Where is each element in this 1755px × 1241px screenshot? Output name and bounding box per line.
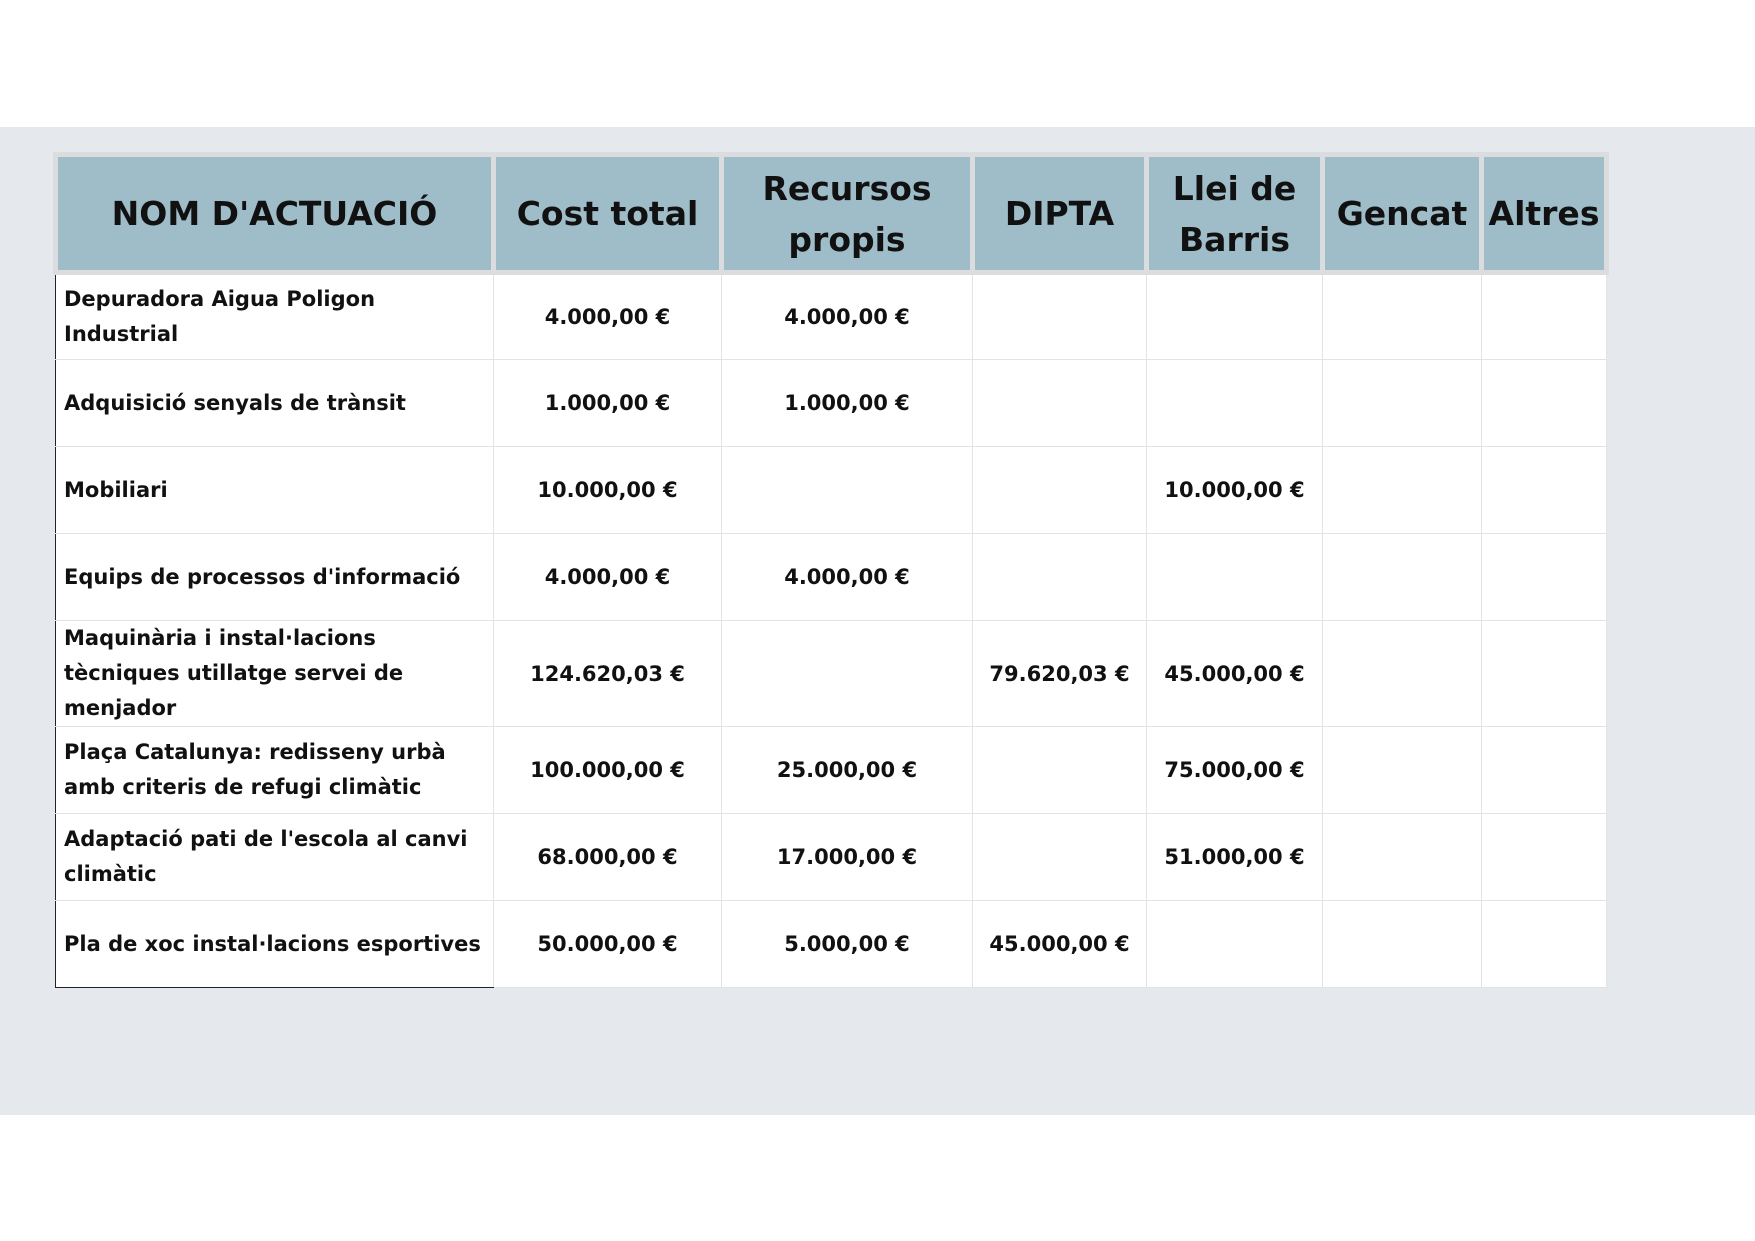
cell-llei-de-barris: 75.000,00 € [1147, 727, 1323, 814]
header-recursos-propis: Recursos propis [722, 155, 973, 273]
cell-cost-total: 50.000,00 € [494, 901, 722, 988]
cell-cost-total: 10.000,00 € [494, 447, 722, 534]
cell-nom: Mobiliari [56, 447, 494, 534]
cell-altres [1482, 901, 1607, 988]
cell-dipta [973, 727, 1147, 814]
cell-cost-total: 4.000,00 € [494, 273, 722, 360]
cell-nom: Depuradora Aigua Poligon Industrial [56, 273, 494, 360]
cell-nom: Equips de processos d'informació [56, 534, 494, 621]
cell-dipta [973, 273, 1147, 360]
cell-gencat [1323, 360, 1482, 447]
cell-recursos-propis: 4.000,00 € [722, 534, 973, 621]
cell-recursos-propis: 25.000,00 € [722, 727, 973, 814]
cell-altres [1482, 534, 1607, 621]
cell-nom: Adquisició senyals de trànsit [56, 360, 494, 447]
cell-cost-total: 1.000,00 € [494, 360, 722, 447]
cell-altres [1482, 447, 1607, 534]
header-dipta: DIPTA [973, 155, 1147, 273]
table-row [56, 534, 1607, 621]
cell-cost-total: 4.000,00 € [494, 534, 722, 621]
budget-table [53, 152, 1609, 988]
table-row [56, 901, 1607, 988]
cell-dipta [973, 360, 1147, 447]
cell-gencat [1323, 901, 1482, 988]
cell-altres [1482, 621, 1607, 727]
cell-gencat [1323, 273, 1482, 360]
cell-llei-de-barris: 45.000,00 € [1147, 621, 1323, 727]
cell-llei-de-barris [1147, 273, 1323, 360]
cell-cost-total: 68.000,00 € [494, 814, 722, 901]
cell-dipta: 45.000,00 € [973, 901, 1147, 988]
cell-llei-de-barris [1147, 901, 1323, 988]
table-row [56, 621, 1607, 727]
header-llei-de-barris: Llei de Barris [1147, 155, 1323, 273]
table-row [56, 727, 1607, 814]
cell-cost-total: 124.620,03 € [494, 621, 722, 727]
cell-recursos-propis: 1.000,00 € [722, 360, 973, 447]
cell-recursos-propis: 4.000,00 € [722, 273, 973, 360]
cell-nom: Adaptació pati de l'escola al canvi climàtic [56, 814, 494, 901]
header-gencat: Gencat [1323, 155, 1482, 273]
table-row [56, 814, 1607, 901]
cell-gencat [1323, 814, 1482, 901]
cell-recursos-propis [722, 447, 973, 534]
cell-llei-de-barris: 10.000,00 € [1147, 447, 1323, 534]
cell-recursos-propis: 17.000,00 € [722, 814, 973, 901]
table-row [56, 447, 1607, 534]
header-nom-actuacio: NOM D'ACTUACIÓ [56, 155, 494, 273]
cell-nom: Plaça Catalunya: redisseny urbà amb criteris de refugi climàtic [56, 727, 494, 814]
cell-llei-de-barris [1147, 360, 1323, 447]
cell-nom: Pla de xoc instal·lacions esportives [56, 901, 494, 988]
table-row [56, 360, 1607, 447]
cell-gencat [1323, 534, 1482, 621]
cell-gencat [1323, 621, 1482, 727]
cell-gencat [1323, 447, 1482, 534]
cell-dipta [973, 814, 1147, 901]
cell-altres [1482, 814, 1607, 901]
cell-altres [1482, 360, 1607, 447]
cell-altres [1482, 273, 1607, 360]
cell-recursos-propis [722, 621, 973, 727]
cell-cost-total: 100.000,00 € [494, 727, 722, 814]
header-cost-total: Cost total [494, 155, 722, 273]
header-row [56, 155, 1607, 273]
cell-recursos-propis: 5.000,00 € [722, 901, 973, 988]
cell-dipta: 79.620,03 € [973, 621, 1147, 727]
cell-altres [1482, 727, 1607, 814]
cell-dipta [973, 447, 1147, 534]
cell-gencat [1323, 727, 1482, 814]
cell-dipta [973, 534, 1147, 621]
cell-nom: Maquinària i instal·lacions tècniques utillatge servei de menjador [56, 621, 494, 727]
header-altres: Altres [1482, 155, 1607, 273]
cell-llei-de-barris: 51.000,00 € [1147, 814, 1323, 901]
cell-llei-de-barris [1147, 534, 1323, 621]
table-row [56, 273, 1607, 360]
